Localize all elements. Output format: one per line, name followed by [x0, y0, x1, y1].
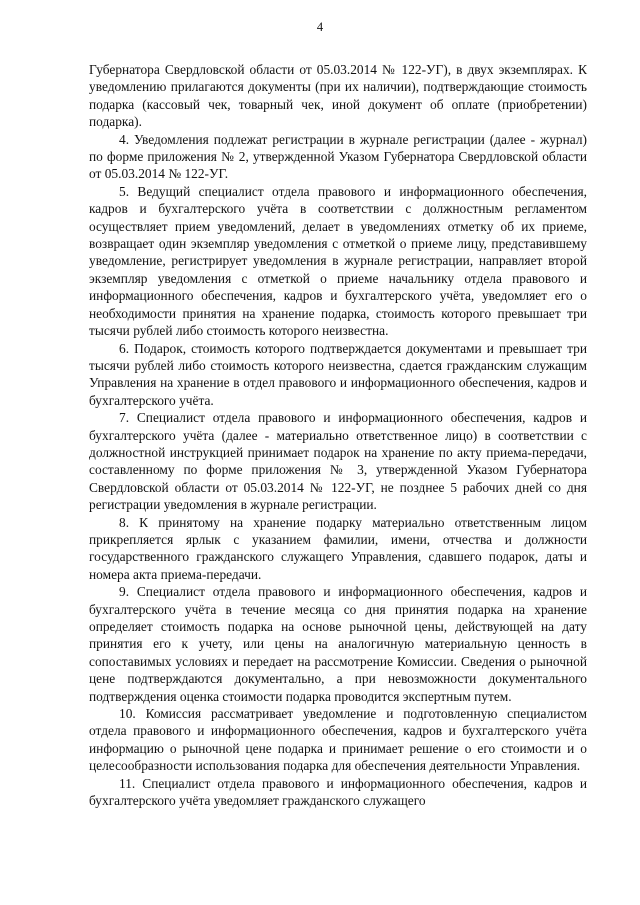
paragraph-continuation: Губернатора Свердловской области от 05.03.2014 № 122-УГ), в двух экземплярах. К уведомлению прилагаются документы (при их наличии), подтверждающие стоимость подарка (кассовый чек, товарный чек, иной документ об оплате (приобретении) подарка). — [89, 62, 587, 130]
paragraph-8: 8. К принятому на хранение подарку материально ответственным лицом прикрепляется ярлык с указанием фамилии, имени, отчества и должности государственного гражданского служащего Управления, сдавшего подарок, даты и номера акта приема-передачи. — [89, 514, 587, 582]
paragraph-9: 9. Специалист отдела правового и информационного обеспечения, кадров и бухгалтерского учёта в течение месяца со дня принятия подарка на хранение определяет стоимость подарка на основе рыночной цены, действующей на дату принятия его к учету, или цены на аналогичную материальную ценность в сопоставимых условиях и передает на рассмотрение Комиссии. Сведения о рыночной цене подтверждаются документально, а при невозможности документального подтверждения оценка стоимости подарка проводится экспертным путем. — [89, 584, 587, 704]
paragraph-11: 11. Специалист отдела правового и информационного обеспечения, кадров и бухгалтерского учёта уведомляет гражданского служащего — [89, 775, 587, 809]
paragraph-4: 4. Уведомления подлежат регистрации в журнале регистрации (далее - журнал) по форме приложения № 2, утвержденной Указом Губернатора Свердловской области от 05.03.2014 № 122-УГ. — [89, 131, 587, 182]
document-body — [89, 61, 587, 809]
paragraph-7: 7. Специалист отдела правового и информационного обеспечения, кадров и бухгалтерского учёта (далее - материально ответственное лицо) в соответствии с должностной инструкцией принимает подарок на хранение по акту приема-передачи, составленному по форме приложения № 3, утвержденной Указом Губернатора Свердловской области от 05.03.2014 № 122-УГ, не позднее 5 рабочих дней со дня регистрации уведомления в журнале регистрации. — [89, 410, 587, 513]
paragraph-5: 5. Ведущий специалист отдела правового и информационного обеспечения, кадров и бухгалтерского учёта в соответствии с должностным регламентом осуществляет прием уведомлений, делает в уведомлениях отметку об их приеме, возвращает один экземпляр уведомления с отметкой о приеме лицу, представившему уведомление, регистрирует уведомления в журнале регистрации, направляет второй экземпляр уведомления с отметкой о приеме начальнику отдела правового и информационного обеспечения, кадров и бухгалтерского учёта, уведомляет его о необходимости принятия на хранение подарка, стоимость которого превышает три тысячи рублей либо стоимость которого неизвестна. — [89, 183, 587, 339]
paragraph-10: 10. Комиссия рассматривает уведомление и подготовленную специалистом отдела правового и информационного обеспечения, кадров и бухгалтерского учёта информацию о рыночной цене подарка и принимает решение о его стоимости и о целесообразности использования подарка для обеспечения деятельности Управления. — [89, 706, 587, 774]
paragraph-6: 6. Подарок, стоимость которого подтверждается документами и превышает три тысячи рублей либо стоимость которого неизвестна, сдается гражданским служащим Управления на хранение в отдел правового и информационного обеспечения, кадров и бухгалтерского учёта. — [89, 340, 587, 408]
page-number: 4 — [316, 20, 324, 34]
